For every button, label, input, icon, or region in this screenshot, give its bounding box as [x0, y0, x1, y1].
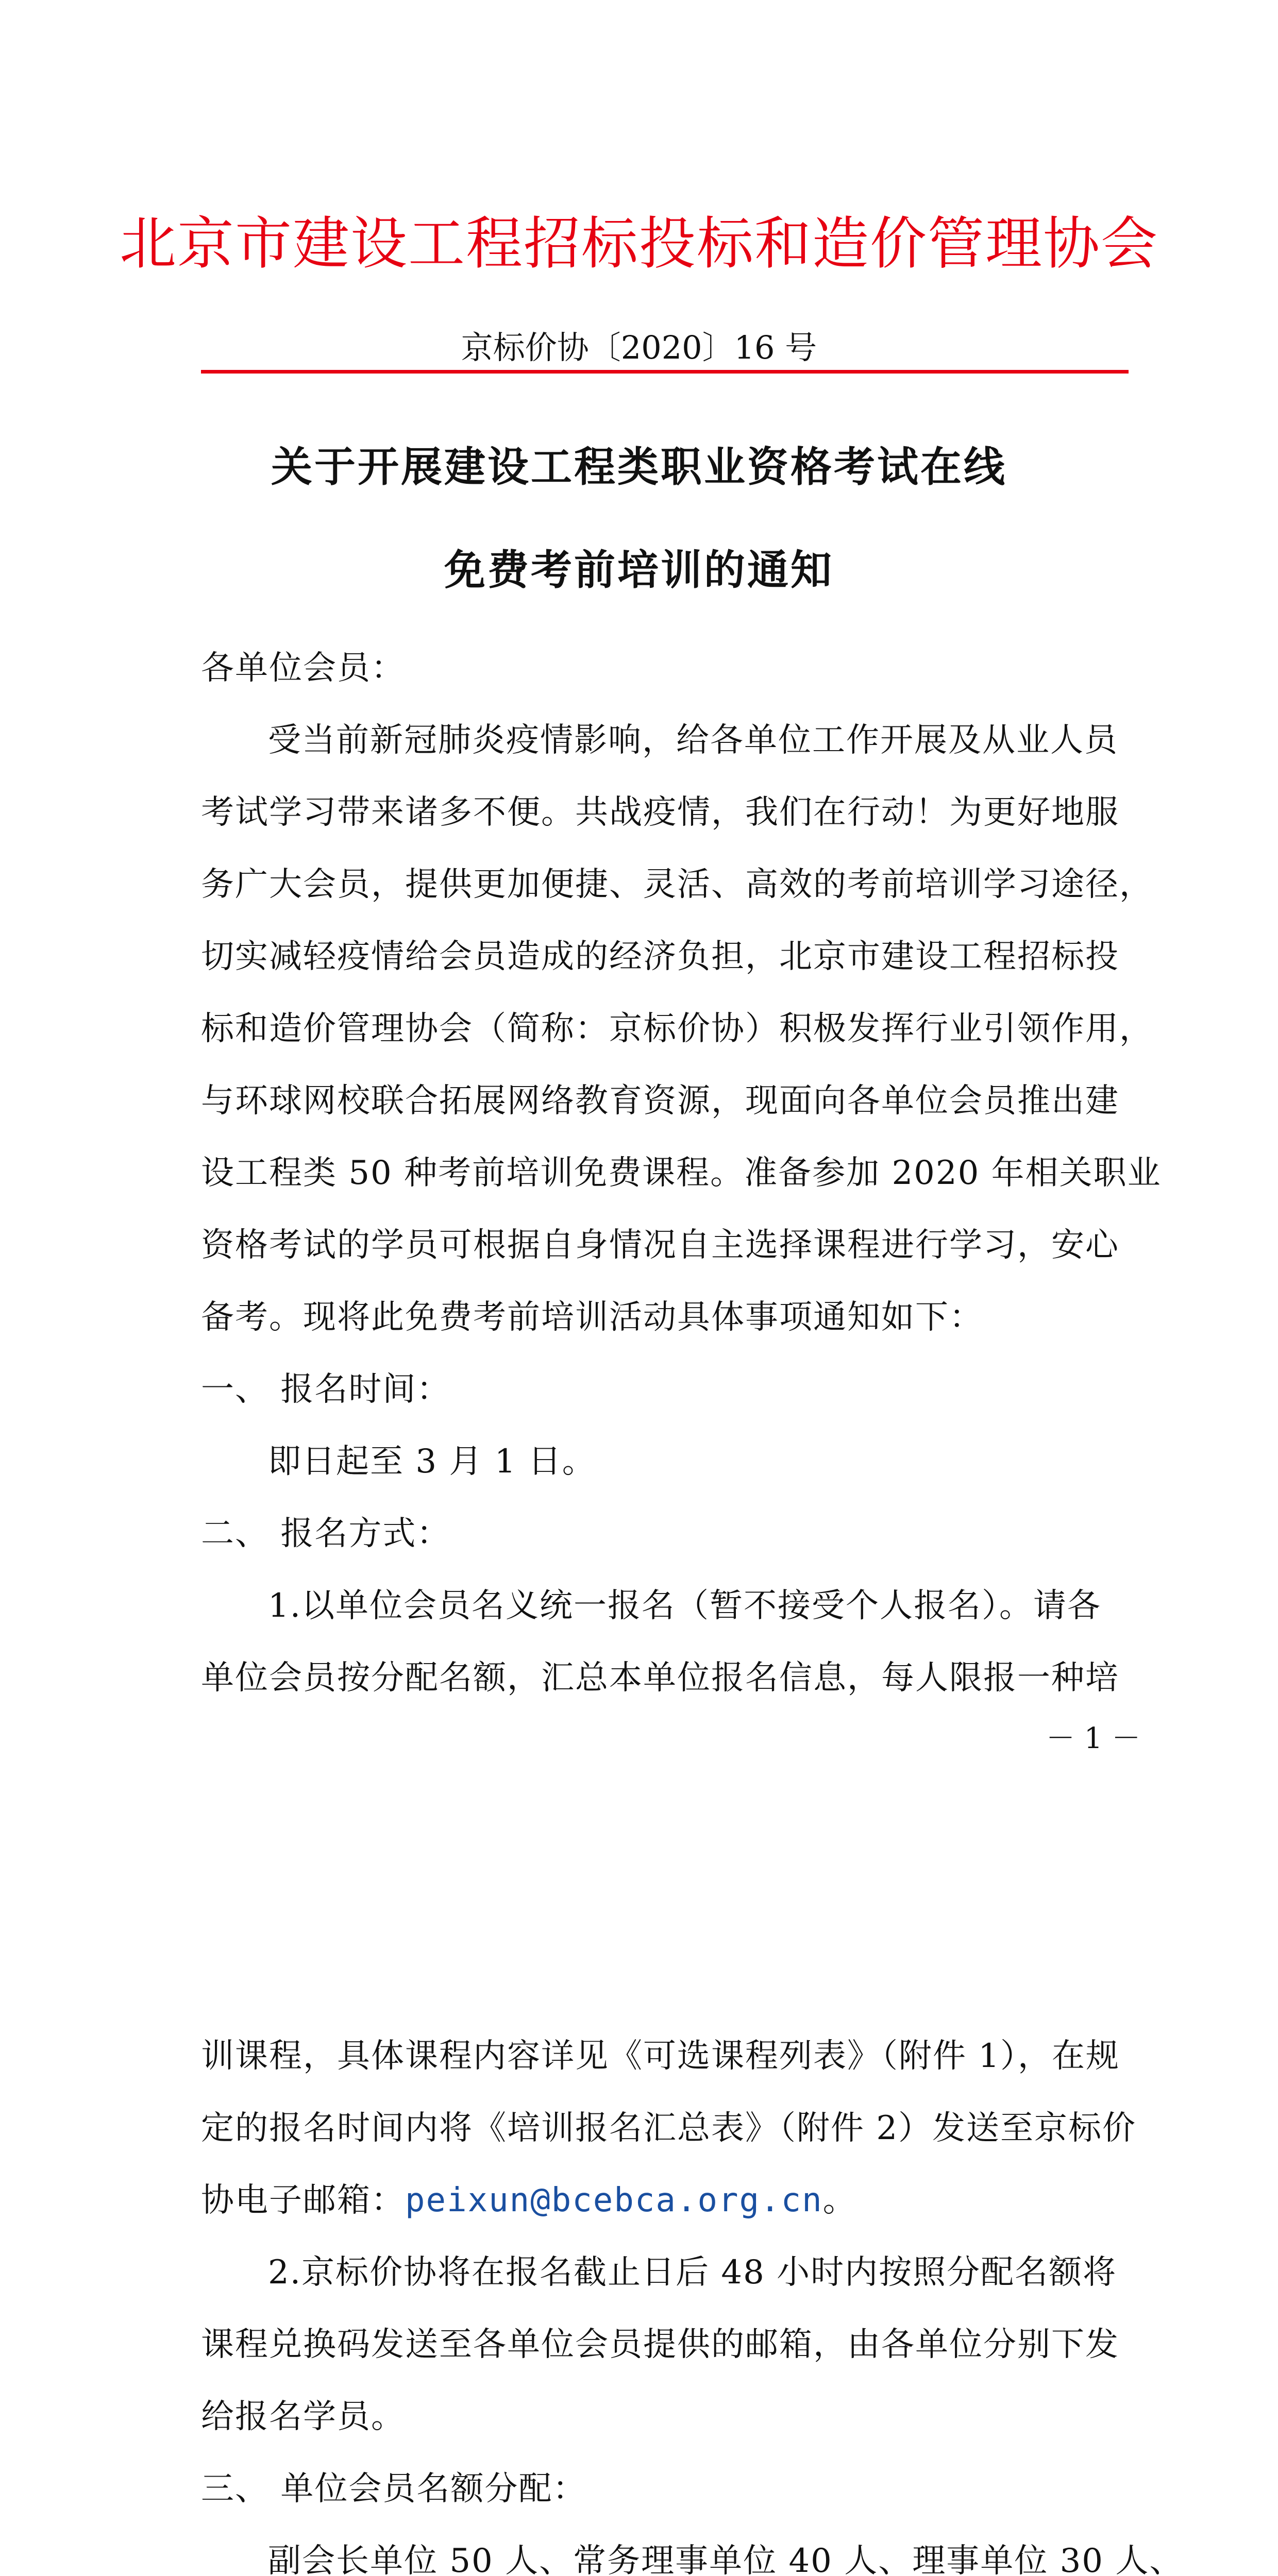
body-line: 训课程，具体课程内容详见《可选课程列表》（附件 1），在规: [201, 2037, 1120, 2075]
email-label: 协电子邮箱：: [201, 2181, 405, 2219]
body-line: 设工程类 50 种考前培训免费课程。准备参加 2020 年相关职业: [201, 1154, 1162, 1192]
body-line: 考试学习带来诸多不便。共战疫情，我们在行动！为更好地服: [201, 793, 1119, 832]
body-line: 备考。现将此免费考前培训活动具体事项通知如下：: [201, 1298, 983, 1336]
section-2-item-1-line-1: 1.以单位会员名义统一报名（暂不接受个人报名）。请各: [268, 1587, 1102, 1625]
body-line: 资格考试的学员可根据自身情况自主选择课程进行学习，安心: [201, 1226, 1119, 1264]
email-link[interactable]: peixun@bcebca.org.cn: [405, 2181, 823, 2219]
item-2-line-2: 课程兑换码发送至各单位会员提供的邮箱，由各单位分别下发: [201, 2326, 1119, 2364]
section-2-item-1-line-2: 单位会员按分配名额，汇总本单位报名信息，每人限报一种培: [201, 1659, 1119, 1697]
email-line: [201, 2174, 1087, 2221]
section-3-body-line-1: 副会长单位 50 人、常务理事单位 40 人、理事单位 30 人、: [268, 2542, 1184, 2576]
notice-title-line-1: 关于开展建设工程类职业资格考试在线: [271, 443, 1007, 491]
body-line: 务广大会员，提供更加便捷、灵活、高效的考前培训学习途径，: [201, 866, 1153, 904]
red-divider-line: [201, 370, 1129, 374]
section-2-heading: 二、 报名方式：: [201, 1515, 451, 1553]
page-number-1: － 1 －: [1046, 1722, 1141, 1755]
body-line: 定的报名时间内将《培训报名汇总表》（附件 2）发送至京标价: [201, 2109, 1137, 2147]
notice-title-line-2: 免费考前培训的通知: [444, 546, 834, 594]
item-2-line-3: 给报名学员。: [201, 2398, 405, 2436]
body-line: 与环球网校联合拓展网络教育资源，现面向各单位会员推出建: [201, 1082, 1119, 1120]
salutation: 各单位会员：: [201, 649, 405, 687]
page-2: [0, 1807, 1278, 2576]
section-1-body: 即日起至 3 月 1 日。: [268, 1443, 596, 1481]
body-line: 切实减轻疫情给会员造成的经济负担，北京市建设工程招标投: [201, 938, 1119, 976]
email-line-end: 。: [822, 2181, 857, 2219]
org-header-title: 北京市建设工程招标投标和造价管理协会: [120, 211, 1158, 277]
item-2-line-1: 2.京标价协将在报名截止日后 48 小时内按照分配名额将: [268, 2253, 1117, 2292]
document-number: 京标价协〔2020〕16 号: [461, 329, 817, 366]
section-1-heading: 一、 报名时间：: [201, 1370, 451, 1409]
body-line: 受当前新冠肺炎疫情影响，给各单位工作开展及从业人员: [268, 721, 1118, 759]
section-3-heading: 三、 单位会员名额分配：: [201, 2470, 587, 2508]
body-line: 标和造价管理协会（简称：京标价协）积极发挥行业引领作用，: [201, 1010, 1153, 1048]
